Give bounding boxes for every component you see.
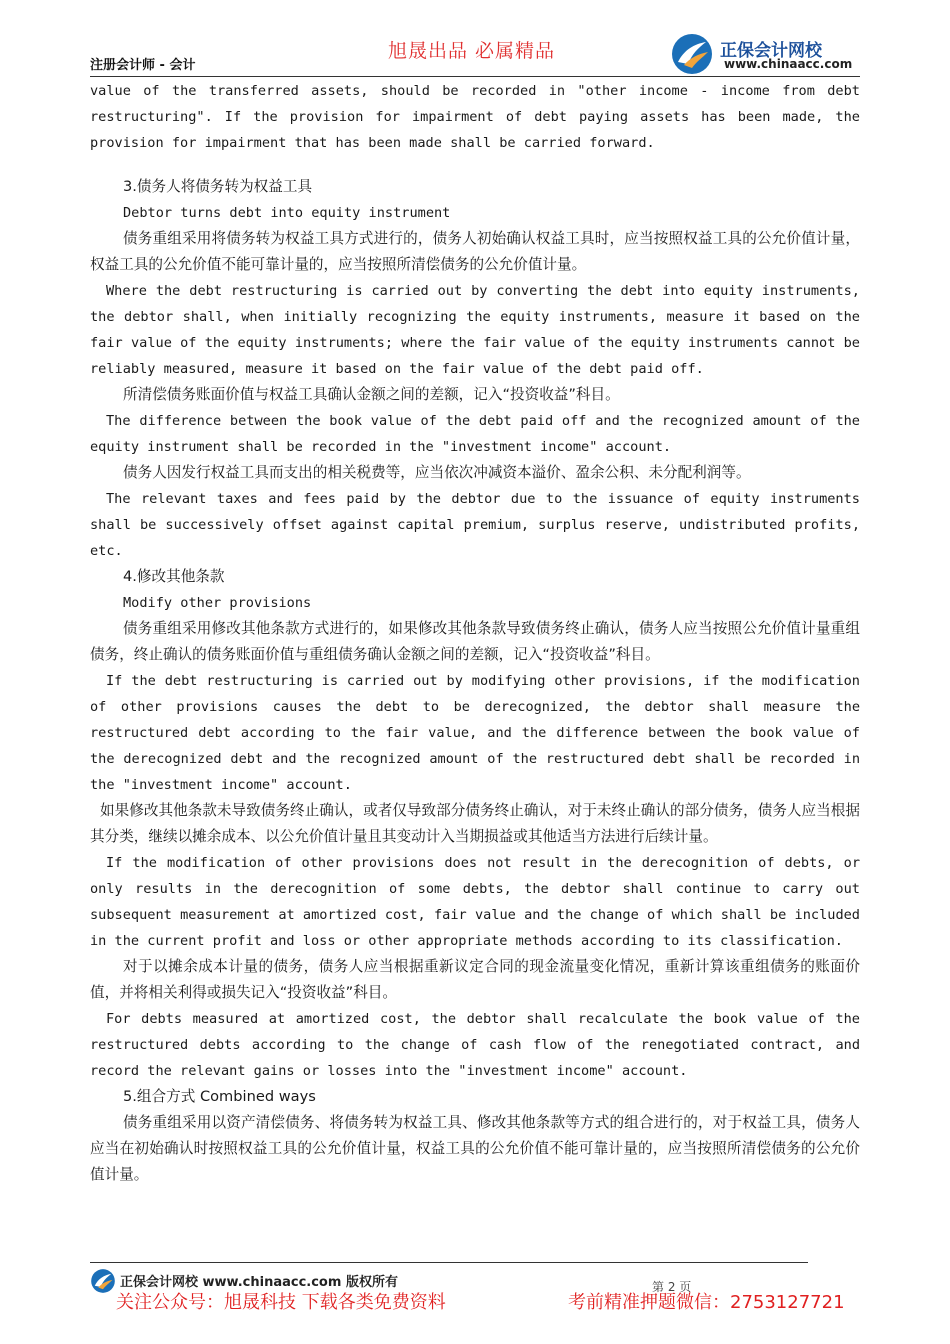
section-4-paragraph-cn-2: 如果修改其他条款未导致债务终止确认，或者仅导致部分债务终止确认，对于未终止确认的部分债务，债务人应当根据其分类，继续以摊余成本、以公允价值计量且其变动计入当期损益或其他适当方法进行后续计量。 — [90, 802, 860, 845]
header-subject: 注册会计师 - 会计 — [90, 58, 196, 73]
section-3-paragraph-en-2: The difference between the book value of the debt paid off and the recognized amount of the equity instrument shall be recorded in the "investment income" account. — [90, 413, 860, 455]
section-3-paragraph-cn-3: 债务人因发行权益工具而支出的相关税费等，应当依次冲减资本溢价、盈余公积、未分配利润等。 — [123, 464, 751, 481]
section-3-heading-en: Debtor turns debt into equity instrument — [123, 205, 451, 221]
section-4-heading-cn: 4.修改其他条款 — [123, 568, 225, 585]
page-header — [90, 30, 860, 77]
section-3-paragraph-en-1: Where the debt restructuring is carried out by converting the debt into equity instruments, the debtor shall, when initially recognizing the equity instruments, measure it based on the fair value of the equity instruments; where the fair value of the equity instruments cannot be reliably measured, measure it based on the fair value of the debt paid off. — [90, 283, 860, 377]
paragraph-intro: value of the transferred assets, should be recorded in "other income - income from debt restructuring". If the provision for impairment of debt paying assets has been made, the provision for impairment that has been made shall be carried forward. — [90, 83, 860, 151]
section-4-heading-en: Modify other provisions — [123, 595, 312, 611]
footer-copyright: 正保会计网校 www.chinaacc.com 版权所有 — [120, 1275, 398, 1290]
page-number: 第 2 页 — [652, 1280, 692, 1294]
brand-logo[interactable] — [670, 32, 856, 74]
brand-name: 正保会计网校 — [720, 41, 822, 61]
section-3-paragraph-cn-2: 所清偿债务账面价值与权益工具确认金额之间的差额，记入“投资收益”科目。 — [123, 386, 620, 403]
header-slogan: 旭晟出品 必属精品 — [388, 40, 556, 62]
section-4-paragraph-cn-1: 债务重组采用修改其他条款方式进行的，如果修改其他条款导致债务终止确认，债务人应当按照公允价值计量重组债务，终止确认的债务账面价值与重组债务确认金额之间的差额，记入“投资收益”科目。 — [90, 620, 860, 663]
section-3-paragraph-en-3: The relevant taxes and fees paid by the debtor due to the issuance of equity instruments shall be successively offset against capital premium, surplus reserve, undistributed profits, etc. — [90, 491, 860, 559]
footer-divider — [90, 1262, 808, 1263]
section-4-paragraph-cn-3: 对于以摊余成本计量的债务，债务人应当根据重新议定合同的现金流量变化情况，重新计算该重组债务的账面价值，并将相关利得或损失记入“投资收益”科目。 — [90, 958, 860, 1001]
promo-wechat-contact: 考前精准押题微信：2753127721 — [568, 1292, 845, 1313]
brand-site: www.chinaacc.com — [724, 57, 853, 71]
section-4-paragraph-en-3: For debts measured at amortized cost, the debtor shall recalculate the book value of the restructured debts according to the change of cash flow of the renegotiated contract, and record the relevant gains or losses into the "investment income" account. — [90, 1011, 860, 1079]
section-3-heading-cn: 3.债务人将债务转为权益工具 — [123, 178, 313, 195]
section-3-paragraph-cn-1: 债务重组采用将债务转为权益工具方式进行的，债务人初始确认权益工具时，应当按照权益工具的公允价值计量，权益工具的公允价值不能可靠计量的，应当按照所清偿债务的公允价值计量。 — [90, 230, 860, 273]
footer-emblem-icon — [90, 1268, 116, 1294]
section-4-paragraph-en-2: If the modification of other provisions does not result in the derecognition of debts, or only results in the derecognition of some debts, the debtor shall continue to carry out subsequent measurement at amortized cost, fair value and the change of which shall be included in the current profit and loss or other appropriate methods according to its classification. — [90, 855, 860, 949]
promo-wechat-account: 关注公众号：旭晟科技 下载各类免费资料 — [116, 1292, 446, 1313]
brand-emblem-icon — [670, 32, 714, 76]
section-5-heading: 5.组合方式 Combined ways — [123, 1088, 316, 1105]
section-4-paragraph-en-1: If the debt restructuring is carried out by modifying other provisions, if the modification of other provisions causes the debt to be derecognized, the debtor shall measure the restructured debt according to the fair value, and the difference between the book value of the derecognized debt and the recognized amount of the restructured debt shall be recorded in the "investment income" account. — [90, 673, 860, 793]
document-body — [90, 78, 860, 1188]
section-5-paragraph-cn-1: 债务重组采用以资产清偿债务、将债务转为权益工具、修改其他条款等方式的组合进行的，对于权益工具，债务人应当在初始确认时按照权益工具的公允价值计量，权益工具的公允价值不能可靠计量的，应当按照所清偿债务的公允价值计量。 — [90, 1114, 860, 1183]
